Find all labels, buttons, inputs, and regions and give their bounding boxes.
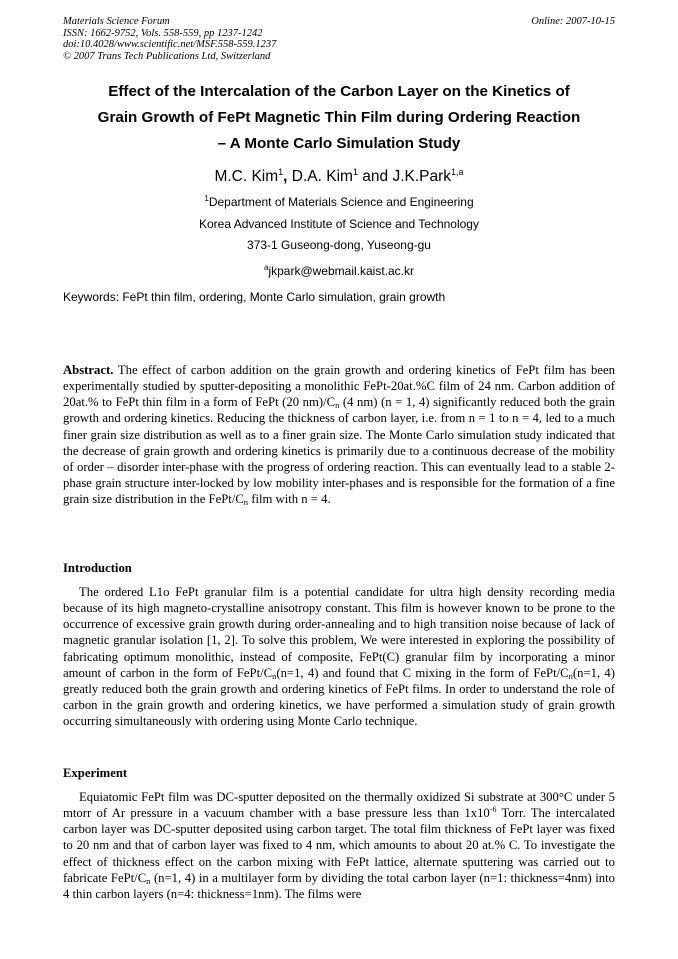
introduction-paragraph: The ordered L1o FePt granular film is a potential candidate for ultra high density recording media because of its high magneto-crystalline anisotropy constant. This film is however known to be prone to the occurrence of excessive grain growth during order-annealing and to high transition noise because of lack of magnetic granular isolation [1, 2]. To solve this problem, We were interested in exploring the possibility of fabricating optimum monolithic, instead of composite, FePt(C) granular film by incorporating a minor amount of carbon in the form of FePt/$C_n(n=1$, 4) and found that C mixing in the form of FePt/$C_n(n=1$, 4) greatly reduced both the grain growth and ordering kinetics of FePt films. In order to understand the role of carbon in the grain growth and ordering kinetics, we have performed a simulation study of grain growth occurring simultaneously with ordering using Monte Carlo technique. <box>63 585 615 729</box>
introduction-section <box>63 584 615 729</box>
abstract-section <box>63 362 615 507</box>
abstract-label: Abstract. <box>63 363 114 377</box>
title-line-2: Grain Growth of FePt Magnetic Thin Film during Ordering Reaction <box>97 109 581 126</box>
journal-issn: ISSN: 1662-9752, Vols. 558-559, pp 1237-1242 <box>63 27 263 39</box>
journal-name: Materials Science Forum <box>63 16 170 27</box>
author-affil-mark: 1 <box>278 167 284 177</box>
author-affil-mark: 1,a <box>451 167 464 177</box>
online-date: Online: 2007-10-15 <box>531 16 615 27</box>
affiliation-email <box>63 257 615 283</box>
experiment-heading: Experiment <box>63 766 128 780</box>
author-name: M.C. Kim <box>214 168 279 186</box>
author-name: D.A. Kim <box>291 168 353 186</box>
title-line-3: – A Monte Carlo Simulation Study <box>217 135 461 152</box>
experiment-section <box>63 789 615 902</box>
affiliation-institute: Korea Advanced Institute of Science and Technology <box>199 216 479 231</box>
affiliation-address: 373-1 Guseong-dong, Yuseong-gu <box>247 238 431 252</box>
journal-copyright: © 2007 Trans Tech Publications Ltd, Switzerland <box>63 50 271 62</box>
affil-mark: 1 <box>204 194 209 203</box>
title-line-1: Effect of the Intercalation of the Carbon Layer on the Kinetics of <box>108 83 570 100</box>
journal-header <box>63 16 615 62</box>
author-name: J.K.Park <box>392 168 452 186</box>
experiment-paragraph: Equiatomic FePt film was DC-sputter deposited on the thermally oxidized Si substrate at 300°C under 5 mtorr of Ar pressure in a vacuum chamber with a base pressure less than $1x10^{-6}$ Torr. The intercalated carbon layer was DC-sputter deposited using carbon target. The total film thickness of FePt layer was fixed to 20 nm and that of carbon layer was fixed to 4 nm, which amounts to about 20 at.% C. To investigate the effect of thickness effect on the carbon mixing with FePt lattice, alternate sputtering was carried out to fabricate FePt/$C_n$ (n=1, 4) in a multilayer form by dividing the total carbon layer (n=1: thickness=4nm) into 4 thin carbon layers (n=4: thickness=1nm). The films were <box>63 790 615 901</box>
affiliation-department: $^1$Department of Materials Science and Engineering <box>204 194 474 209</box>
email-address: jkpark@webmail.kaist.ac.kr <box>268 263 414 278</box>
abstract-paragraph: Abstract. The effect of carbon addition on the grain growth and ordering kinetics of FePt film has been experimentally studied by sputter-depositing a monolithic FePt-20at.%C film of 24 nm. Carbon addition of 20at.% to FePt thin film in a form of FePt (20 $nm)/C_n$ (4 nm) (n = 1, 4) significantly reduced both the grain growth and ordering kinetics. Reducing the thickness of carbon layer, i.e. from n = 1 to n = 4, led to a much finer grain size distribution as well as to a finer grain size. The Monte Carlo simulation study indicated that the decrease of grain growth and ordering kinetics is primarily due to a continuous decrease of the mobility of order – disorder inter-phase with the progress of ordering reaction. This can eventually lead to a stable 2-phase grain structure inter-locked by low mobility inter-phases and is responsible for the formation of a fine grain size distribution in the FePt/$C_n$ film with n = 4. <box>63 363 615 508</box>
author-separator: and <box>357 168 393 186</box>
journal-doi: doi:10.4028/www.scientific.net/MSF.558-559.1237 <box>63 39 277 51</box>
author-separator: , <box>283 168 292 186</box>
author-list <box>63 161 615 188</box>
affiliation-block <box>63 188 615 282</box>
keywords-line: Keywords: FePt thin film, ordering, Monte Carlo simulation, grain growth <box>63 290 446 304</box>
introduction-heading: Introduction <box>63 561 132 575</box>
author-affil-mark: 1 <box>352 167 358 177</box>
email-mark: a <box>263 262 269 272</box>
paper-title <box>63 79 615 157</box>
